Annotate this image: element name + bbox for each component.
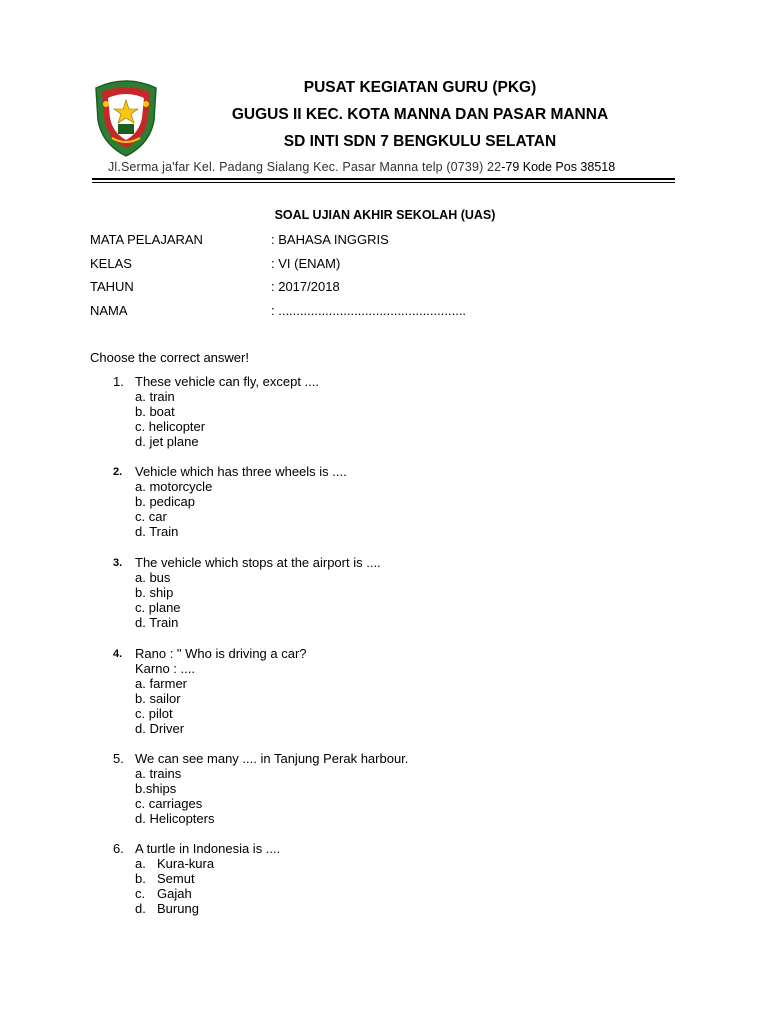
letterhead-line-2: GUGUS II KEC. KOTA MANNA DAN PASAR MANNA: [231, 106, 609, 123]
option-letter: c.: [135, 886, 146, 901]
option-letter: b.: [135, 871, 146, 886]
question-number: 1.: [113, 374, 124, 389]
question-number: 4.: [113, 648, 123, 660]
answer-option: d. Train: [135, 615, 179, 630]
question-stem: We can see many .... in Tanjung Perak harbour.: [135, 751, 409, 766]
info-label: KELAS: [90, 256, 132, 271]
option-text: Burung: [157, 901, 199, 916]
answer-option: b. boat: [135, 404, 175, 419]
letterhead-line-3: SD INTI SDN 7 BENGKULU SELATAN: [283, 133, 557, 150]
question-stem: Rano : " Who is driving a car?: [135, 646, 307, 661]
option-text: Gajah: [157, 886, 192, 901]
question-number: 2.: [113, 466, 123, 478]
info-value: : BAHASA INGGRIS: [271, 232, 389, 247]
info-label: NAMA: [90, 303, 128, 318]
question-number: 5.: [113, 751, 124, 766]
answer-option: b. ship: [135, 585, 174, 600]
option-letter: d.: [135, 901, 146, 916]
answer-option: [135, 886, 192, 901]
answer-option: c. plane: [135, 600, 181, 615]
answer-option: a. trains: [135, 766, 182, 781]
question-stem: The vehicle which stops at the airport is ....: [135, 555, 381, 570]
question-number: 3.: [113, 557, 123, 569]
instruction: Choose the correct answer!: [90, 350, 249, 365]
answer-option: c. helicopter: [135, 419, 206, 434]
answer-option: c. car: [135, 509, 167, 524]
question-number: 6.: [113, 841, 124, 856]
info-value: : VI (ENAM): [271, 256, 341, 271]
answer-option: d. jet plane: [135, 434, 199, 449]
answer-option: b. pedicap: [135, 494, 195, 509]
info-value: : 2017/2018: [271, 279, 340, 294]
letterhead-address: [108, 160, 668, 174]
info-label: TAHUN: [90, 279, 134, 294]
answer-option: a. bus: [135, 570, 171, 585]
letterhead-line-1: PUSAT KEGIATAN GURU (PKG): [303, 79, 537, 96]
answer-option: b.ships: [135, 781, 177, 796]
question-stem: Vehicle which has three wheels is ....: [135, 464, 347, 479]
info-label: MATA PELAJARAN: [90, 232, 203, 247]
option-text: Kura-kura: [157, 856, 215, 871]
letterhead-rule-thick: [92, 178, 675, 180]
question-stem: These vehicle can fly, except ....: [135, 374, 320, 389]
option-letter: a.: [135, 856, 146, 871]
letterhead-rule-thin: [92, 182, 675, 183]
answer-option: [135, 871, 195, 886]
answer-option: a. train: [135, 389, 175, 404]
question-stem-line-2: Karno : ....: [135, 661, 195, 676]
answer-option: d. Helicopters: [135, 811, 215, 826]
answer-option: d. Train: [135, 524, 179, 539]
address-part-2: -79 Kode Pos 38518: [501, 160, 616, 174]
answer-option: a. farmer: [135, 676, 188, 691]
answer-option: c. carriages: [135, 796, 203, 811]
info-value: : ....................................................: [271, 303, 467, 318]
answer-option: a. motorcycle: [135, 479, 213, 494]
question-stem: A turtle in Indonesia is ....: [135, 841, 281, 856]
exam-title: SOAL UJIAN AKHIR SEKOLAH (UAS): [274, 208, 496, 222]
answer-option: c. pilot: [135, 706, 173, 721]
address-part-1: Jl.Serma ja'far Kel. Padang Sialang Kec. Pasar Manna telp (0739) 22: [108, 160, 502, 174]
answer-option: [135, 901, 199, 916]
answer-option: [135, 856, 214, 871]
option-text: Semut: [157, 871, 195, 886]
answer-option: d. Driver: [135, 721, 185, 736]
answer-option: b. sailor: [135, 691, 181, 706]
